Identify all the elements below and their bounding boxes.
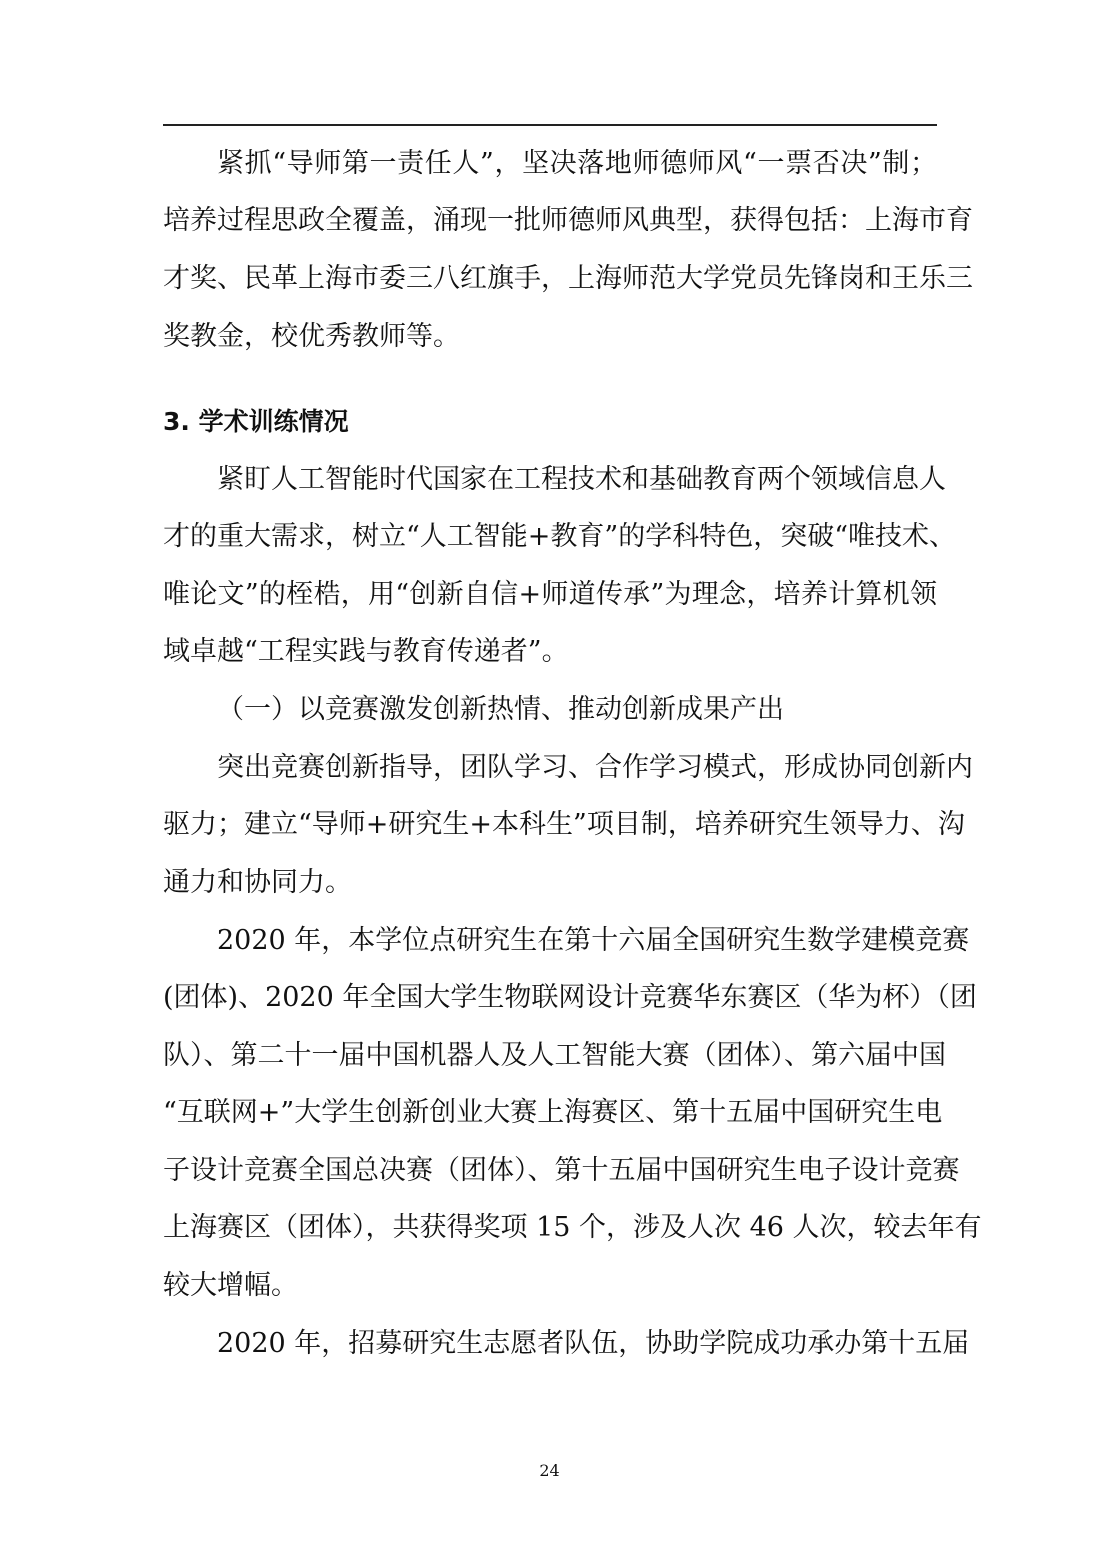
paragraph-line: 才的重大需求，树立“人工智能+教育”的学科特色，突破“唯技术、 bbox=[163, 521, 957, 552]
paragraph-line: 通力和协同力。 bbox=[163, 867, 352, 898]
page-number: 24 bbox=[539, 1461, 560, 1480]
paragraph-line: 唯论文”的桎梏，用“创新自信+师道传承”为理念，培养计算机领 bbox=[163, 579, 937, 610]
paragraph-line: 2020 年，本学位点研究生在第十六届全国研究生数学建模竞赛 bbox=[217, 925, 970, 956]
header-rule bbox=[163, 124, 937, 126]
paragraph-line: 较大增幅。 bbox=[163, 1270, 298, 1301]
paragraph-line: 驱力；建立“导师+研究生+本科生”项目制，培养研究生领导力、沟 bbox=[163, 809, 965, 840]
paragraph-line: 上海赛区（团体），共获得奖项 15 个，涉及人次 46 人次，较去年有 bbox=[163, 1212, 982, 1243]
paragraph-line: 子设计竞赛全国总决赛（团体）、第十五届中国研究生电子设计竞赛 bbox=[163, 1155, 960, 1186]
paragraph-line: (团体)、2020 年全国大学生物联网设计竞赛华东赛区（华为杯）（团 bbox=[163, 982, 977, 1013]
paragraph-line: 培养过程思政全覆盖，涌现一批师德师风典型，获得包括：上海市育 bbox=[163, 205, 973, 236]
paragraph-line: 紧盯人工智能时代国家在工程技术和基础教育两个领域信息人 bbox=[217, 464, 946, 495]
paragraph-line: 域卓越“工程实践与教育传递者”。 bbox=[163, 636, 569, 667]
paragraph-line: 才奖、民革上海市委三八红旗手，上海师范大学党员先锋岗和王乐三 bbox=[163, 263, 973, 294]
paragraph-line: “互联网+”大学生创新创业大赛上海赛区、第十五届中国研究生电 bbox=[163, 1097, 943, 1128]
paragraph-line: 奖教金，校优秀教师等。 bbox=[163, 321, 460, 352]
paragraph-line: 紧抓“导师第一责任人”，坚决落地师德师风“一票否决”制； bbox=[217, 148, 937, 179]
paragraph-line: 队）、第二十一届中国机器人及人工智能大赛（团体）、第六届中国 bbox=[163, 1040, 946, 1071]
paragraph-line: 突出竞赛创新指导，团队学习、合作学习模式，形成协同创新内 bbox=[217, 752, 973, 783]
section-heading: 3. 学术训练情况 bbox=[163, 407, 349, 436]
paragraph-line: 2020 年，招募研究生志愿者队伍，协助学院成功承办第十五届 bbox=[217, 1328, 970, 1359]
subsection-heading: （一）以竞赛激发创新热情、推动创新成果产出 bbox=[217, 694, 784, 725]
